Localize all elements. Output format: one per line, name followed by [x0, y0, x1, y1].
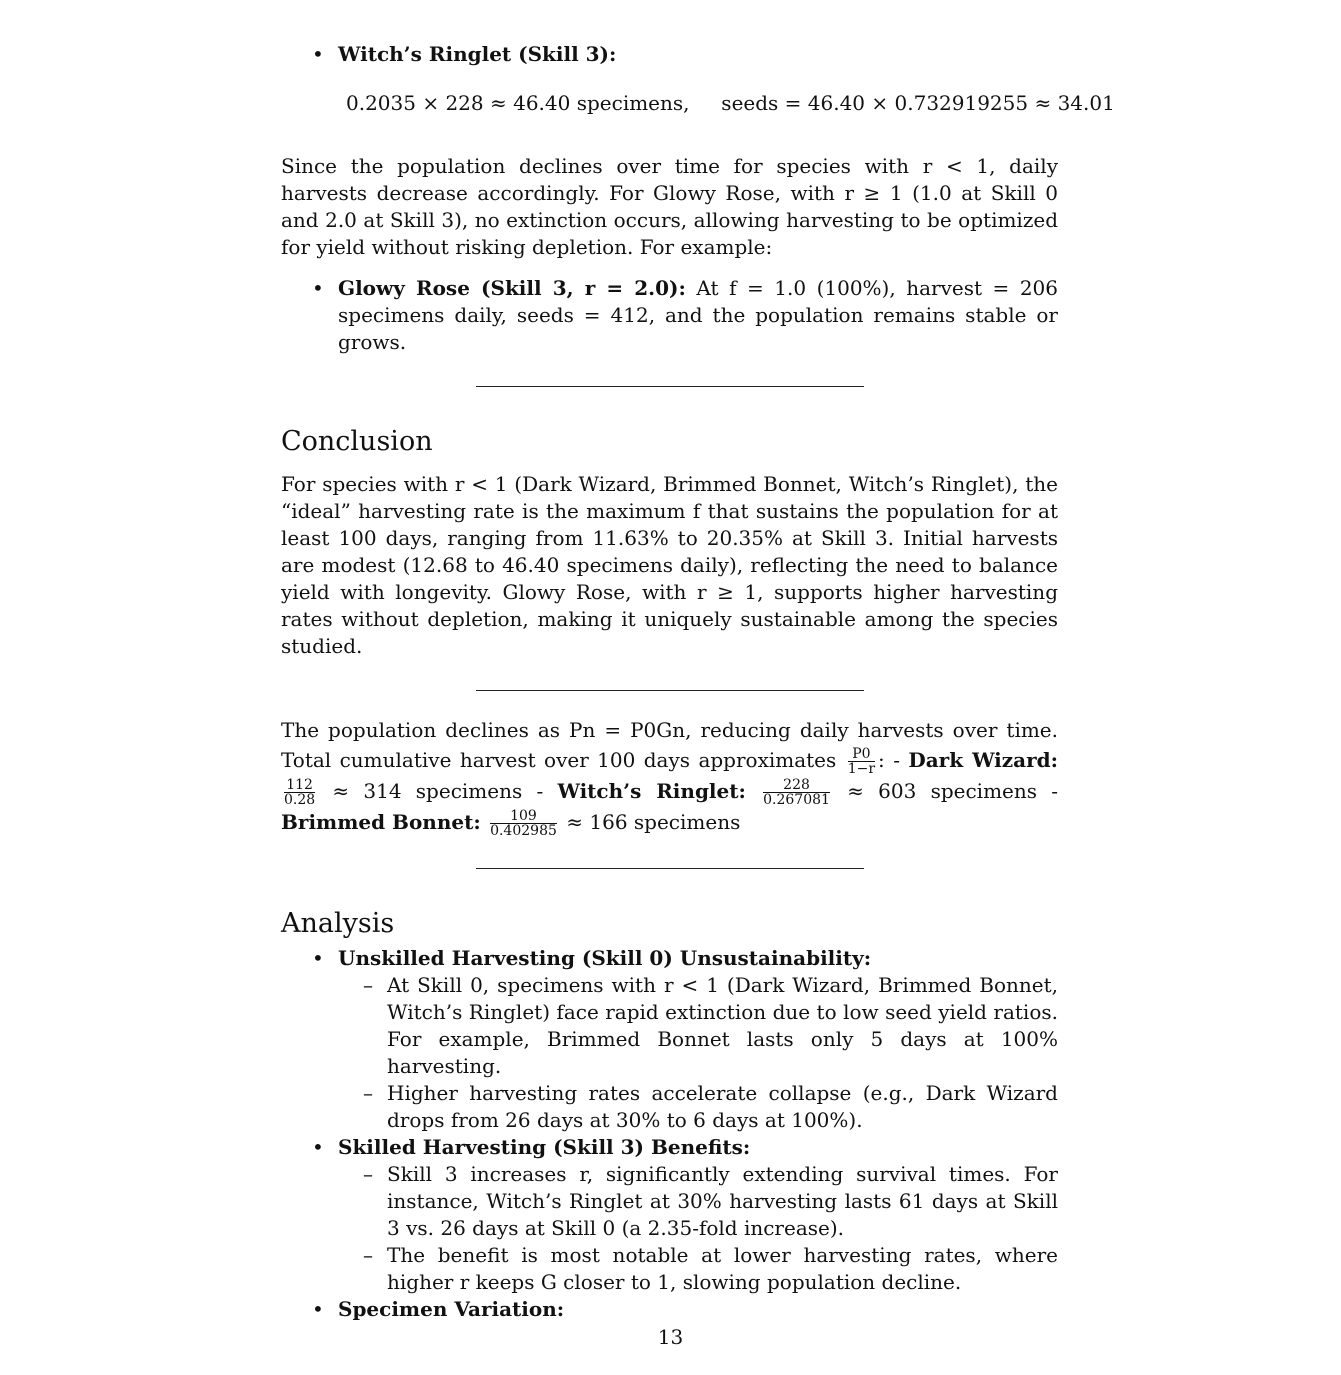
witchs-ringlet-fraction: [763, 778, 830, 807]
brimmed-bonnet-fraction: [490, 809, 557, 838]
section-divider: [476, 868, 864, 869]
dark-wizard-fraction: [284, 778, 315, 807]
analysis-item-label: Specimen Variation:: [338, 1297, 565, 1321]
ringlet-equation: 0.2035 × 228 ≈ 46.40 specimens, seeds = 46.40 × 0.732919255 ≈ 34.01: [346, 91, 1115, 115]
witchs-ringlet-numerator: 228: [763, 778, 830, 793]
conclusion-heading: Conclusion: [281, 426, 433, 457]
dark-wizard-numerator: 112: [284, 778, 315, 793]
ringlet-item: [281, 41, 1058, 68]
analysis-item: [281, 1296, 1058, 1323]
analysis-subitem: – Skill 3 increases r, significantly extending survival times. For instance, Witch’s Ringlet at 30% harvesting lasts 61 days at Skill 3 vs. 26 days at Skill 0 (a 2.35-fold increase).: [281, 1161, 1058, 1242]
witchs-ringlet-result: ≈ 603 specimens -: [847, 779, 1058, 803]
analysis-item-label: Unskilled Harvesting (Skill 0) Unsustainability:: [338, 946, 872, 970]
analysis-list: [281, 945, 1058, 1323]
glowy-rose-label: Glowy Rose (Skill 3, r = 2.0):: [338, 276, 686, 300]
witchs-ringlet-label: Witch’s Ringlet:: [557, 779, 746, 803]
formula-fraction: [848, 747, 875, 776]
analysis-subitem: – Higher harvesting rates accelerate collapse (e.g., Dark Wizard drops from 26 days at 30% to 6 days at 100%).: [281, 1080, 1058, 1134]
analysis-item-label: Skilled Harvesting (Skill 3) Benefits:: [338, 1135, 751, 1159]
page-number: 13: [657, 1325, 684, 1349]
ringlet-label: Witch’s Ringlet (Skill 3):: [338, 42, 617, 66]
formula-numerator: P0: [848, 747, 875, 762]
analysis-subitem: – The benefit is most notable at lower harvesting rates, where higher r keeps G closer to 1, slowing population decline.: [281, 1242, 1058, 1296]
witchs-ringlet-denominator: 0.267081: [763, 792, 830, 808]
section-divider: [476, 386, 864, 387]
brimmed-bonnet-denominator: 0.402985: [490, 823, 557, 839]
brimmed-bonnet-label: Brimmed Bonnet:: [281, 810, 481, 834]
page-content: [281, 36, 1115, 1323]
glowy-rose-item: [281, 275, 1058, 356]
brimmed-bonnet-numerator: 109: [490, 809, 557, 824]
cumulative-paragraph: [281, 715, 1058, 838]
section-divider: [476, 690, 864, 691]
analysis-subitem: – At Skill 0, specimens with r < 1 (Dark Wizard, Brimmed Bonnet, Witch’s Ringlet) face rapid extinction due to low seed yield ratios. For example, Brimmed Bonnet lasts only 5 days at 100% harvesting.: [281, 972, 1058, 1080]
dark-wizard-result: ≈ 314 specimens -: [332, 779, 558, 803]
analysis-item: [281, 1134, 1058, 1161]
analysis-item: [281, 945, 1058, 972]
paragraph-harvest-decline: Since the population declines over time for species with r < 1, daily harvests decrease accordingly. For Glowy Rose, with r ≥ 1 (1.0 at Skill 0 and 2.0 at Skill 3), no extinction occurs, allowing harvesting to be optimized for yield without risking depletion. For example:: [281, 154, 1058, 259]
dark-wizard-label: Dark Wizard:: [908, 748, 1058, 772]
formula-denominator: 1−r: [847, 761, 876, 777]
analysis-heading: Analysis: [281, 908, 395, 939]
conclusion-text: For species with r < 1 (Dark Wizard, Brimmed Bonnet, Witch’s Ringlet), the “ideal” harvesting rate is the maximum f that sustains the population for at least 100 days, ranging from 11.63% to 20.35% at Skill 3. Initial harvests are modest (12.68 to 46.40 specimens daily), reflecting the need to balance yield with longevity. Glowy Rose, with r ≥ 1, supports higher harvesting rates without depletion, making it uniquely sustainable among the species studied.: [281, 472, 1058, 658]
glowy-rose-text: At f = 1.0 (100%), harvest = 206 specimens daily, seeds = 412, and the population remains stable or grows.: [338, 276, 1058, 354]
formula-separator: : -: [878, 748, 909, 772]
cumulative-intro: The population declines as Pn = P0Gn, reducing daily harvests over time. Total cumulative harvest over 100 days approximates: [281, 718, 1058, 772]
dark-wizard-denominator: 0.28: [284, 792, 316, 808]
brimmed-bonnet-result: ≈ 166 specimens: [566, 810, 741, 834]
